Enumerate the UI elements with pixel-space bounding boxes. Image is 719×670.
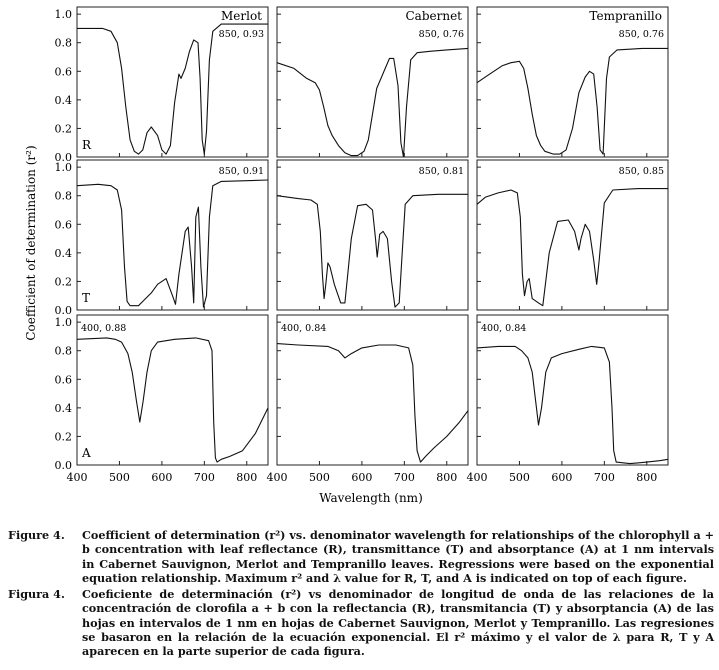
caption-es-text: Coeficiente de determinación (r²) vs denominador de longitud de onda de las relaciones de la concentración de clorofila a + b con la reflectancia (R), transmitancia (T) y absorptancia (A) de las hojas en intervalos de 1 nm en hojas de Cabernet Sauvignon, Merlot y Tempranillo. Las regresiones se basaron en la relación de la ecuación exponencial. El r² máximo y el valor de λ para R, T y A aparecen en la parte superior de cada figura. — [82, 587, 714, 659]
max-annotation: 850, 0.76 — [618, 29, 664, 40]
x-tick-label: 800 — [236, 471, 258, 484]
y-tick-label: 0.8 — [54, 344, 72, 358]
max-annotation: 850, 0.81 — [418, 166, 464, 177]
panel-A-cabernet — [277, 315, 468, 465]
series-line — [77, 180, 268, 307]
panel-T-tempranillo — [477, 160, 668, 310]
max-annotation: 850, 0.91 — [218, 166, 264, 177]
panel-R-merlot — [77, 7, 268, 157]
y-tick-label: 0.8 — [54, 36, 72, 50]
x-tick-label: 400 — [466, 471, 488, 484]
x-tick-label: 600 — [551, 471, 573, 484]
y-tick-label: 0.6 — [54, 218, 72, 232]
y-axis-label: Coefficient of determination (r²) — [24, 145, 38, 341]
panel-frame — [277, 160, 468, 310]
x-tick-label: 700 — [193, 471, 215, 484]
panel-frame — [477, 160, 668, 310]
series-line — [477, 48, 668, 154]
x-tick-label: 400 — [266, 471, 288, 484]
y-tick-label: 0.8 — [54, 189, 72, 203]
series-line — [77, 24, 268, 154]
y-axis-ticks — [55, 8, 73, 472]
caption-spanish — [8, 587, 714, 658]
series-line — [277, 344, 468, 463]
chart-panels — [77, 7, 668, 465]
y-tick-label: 0.0 — [54, 304, 72, 317]
y-tick-label: 0.4 — [54, 93, 72, 107]
caption-en-text: Coefficient of determination (r²) vs. denominator wavelength for relationships of the chlorophyll a + b concentration with leaf reflectance (R), transmittance (T) and absorptance (A) at 1 nm intervals in Cabernet Sauvignon, Merlot and Tempranillo leaves. Regressions were based on the exponential equation relationship. Maximum r² and λ value for R, T, and A is indicated on top of each figure. — [82, 528, 714, 585]
caption-es-label: Figura 4. — [8, 587, 65, 602]
panel-A-tempranillo — [477, 315, 668, 465]
y-tick-label: 1.0 — [54, 8, 72, 22]
x-tick-label: 500 — [108, 471, 130, 484]
x-tick-label: 500 — [308, 471, 330, 484]
column-title: Tempranillo — [589, 9, 662, 23]
y-tick-label: 1.0 — [54, 161, 72, 175]
y-tick-label: 0.4 — [54, 246, 72, 260]
y-tick-label: 0.6 — [54, 373, 72, 387]
panel-R-cabernet — [277, 7, 468, 157]
caption-en-label: Figure 4. — [8, 528, 65, 542]
y-tick-label: 0.2 — [54, 122, 72, 136]
series-line — [277, 48, 468, 157]
max-annotation: 400, 0.84 — [481, 323, 527, 334]
x-tick-label: 700 — [393, 471, 415, 484]
panel-frame — [77, 160, 268, 310]
max-annotation: 400, 0.88 — [81, 323, 127, 334]
max-annotation: 850, 0.76 — [418, 29, 464, 40]
series-line — [77, 338, 268, 462]
x-tick-label: 700 — [593, 471, 615, 484]
series-line — [477, 346, 668, 463]
panel-A-merlot — [77, 315, 268, 465]
x-tick-label: 600 — [351, 471, 373, 484]
x-tick-label: 800 — [636, 471, 658, 484]
x-tick-label: 400 — [66, 471, 88, 484]
row-label: T — [82, 291, 91, 305]
max-annotation: 400, 0.84 — [281, 323, 327, 334]
x-tick-label: 800 — [436, 471, 458, 484]
row-label: A — [82, 446, 91, 460]
y-tick-label: 0.2 — [54, 430, 72, 444]
panel-R-tempranillo — [477, 7, 668, 157]
panel-T-merlot — [77, 160, 268, 310]
x-axis-ticks — [67, 471, 658, 484]
column-title: Cabernet — [405, 9, 462, 23]
y-tick-label: 0.6 — [54, 65, 72, 79]
y-tick-label: 1.0 — [54, 316, 72, 330]
panel-frame — [477, 315, 668, 465]
max-annotation: 850, 0.85 — [618, 166, 664, 177]
series-line — [477, 189, 668, 306]
y-tick-label: 0.4 — [54, 401, 72, 415]
max-annotation: 850, 0.93 — [218, 29, 264, 40]
column-title: Merlot — [220, 9, 262, 23]
x-axis-label: Wavelength (nm) — [319, 491, 423, 505]
y-tick-label: 0.0 — [54, 459, 72, 472]
y-tick-label: 0.0 — [54, 151, 72, 164]
figure-caption — [8, 520, 714, 659]
series-line — [277, 194, 468, 307]
caption-english — [8, 528, 714, 585]
y-tick-label: 0.2 — [54, 275, 72, 289]
x-tick-label: 500 — [508, 471, 530, 484]
x-tick-label: 600 — [151, 471, 173, 484]
row-label: R — [82, 138, 92, 152]
panel-T-cabernet — [277, 160, 468, 310]
